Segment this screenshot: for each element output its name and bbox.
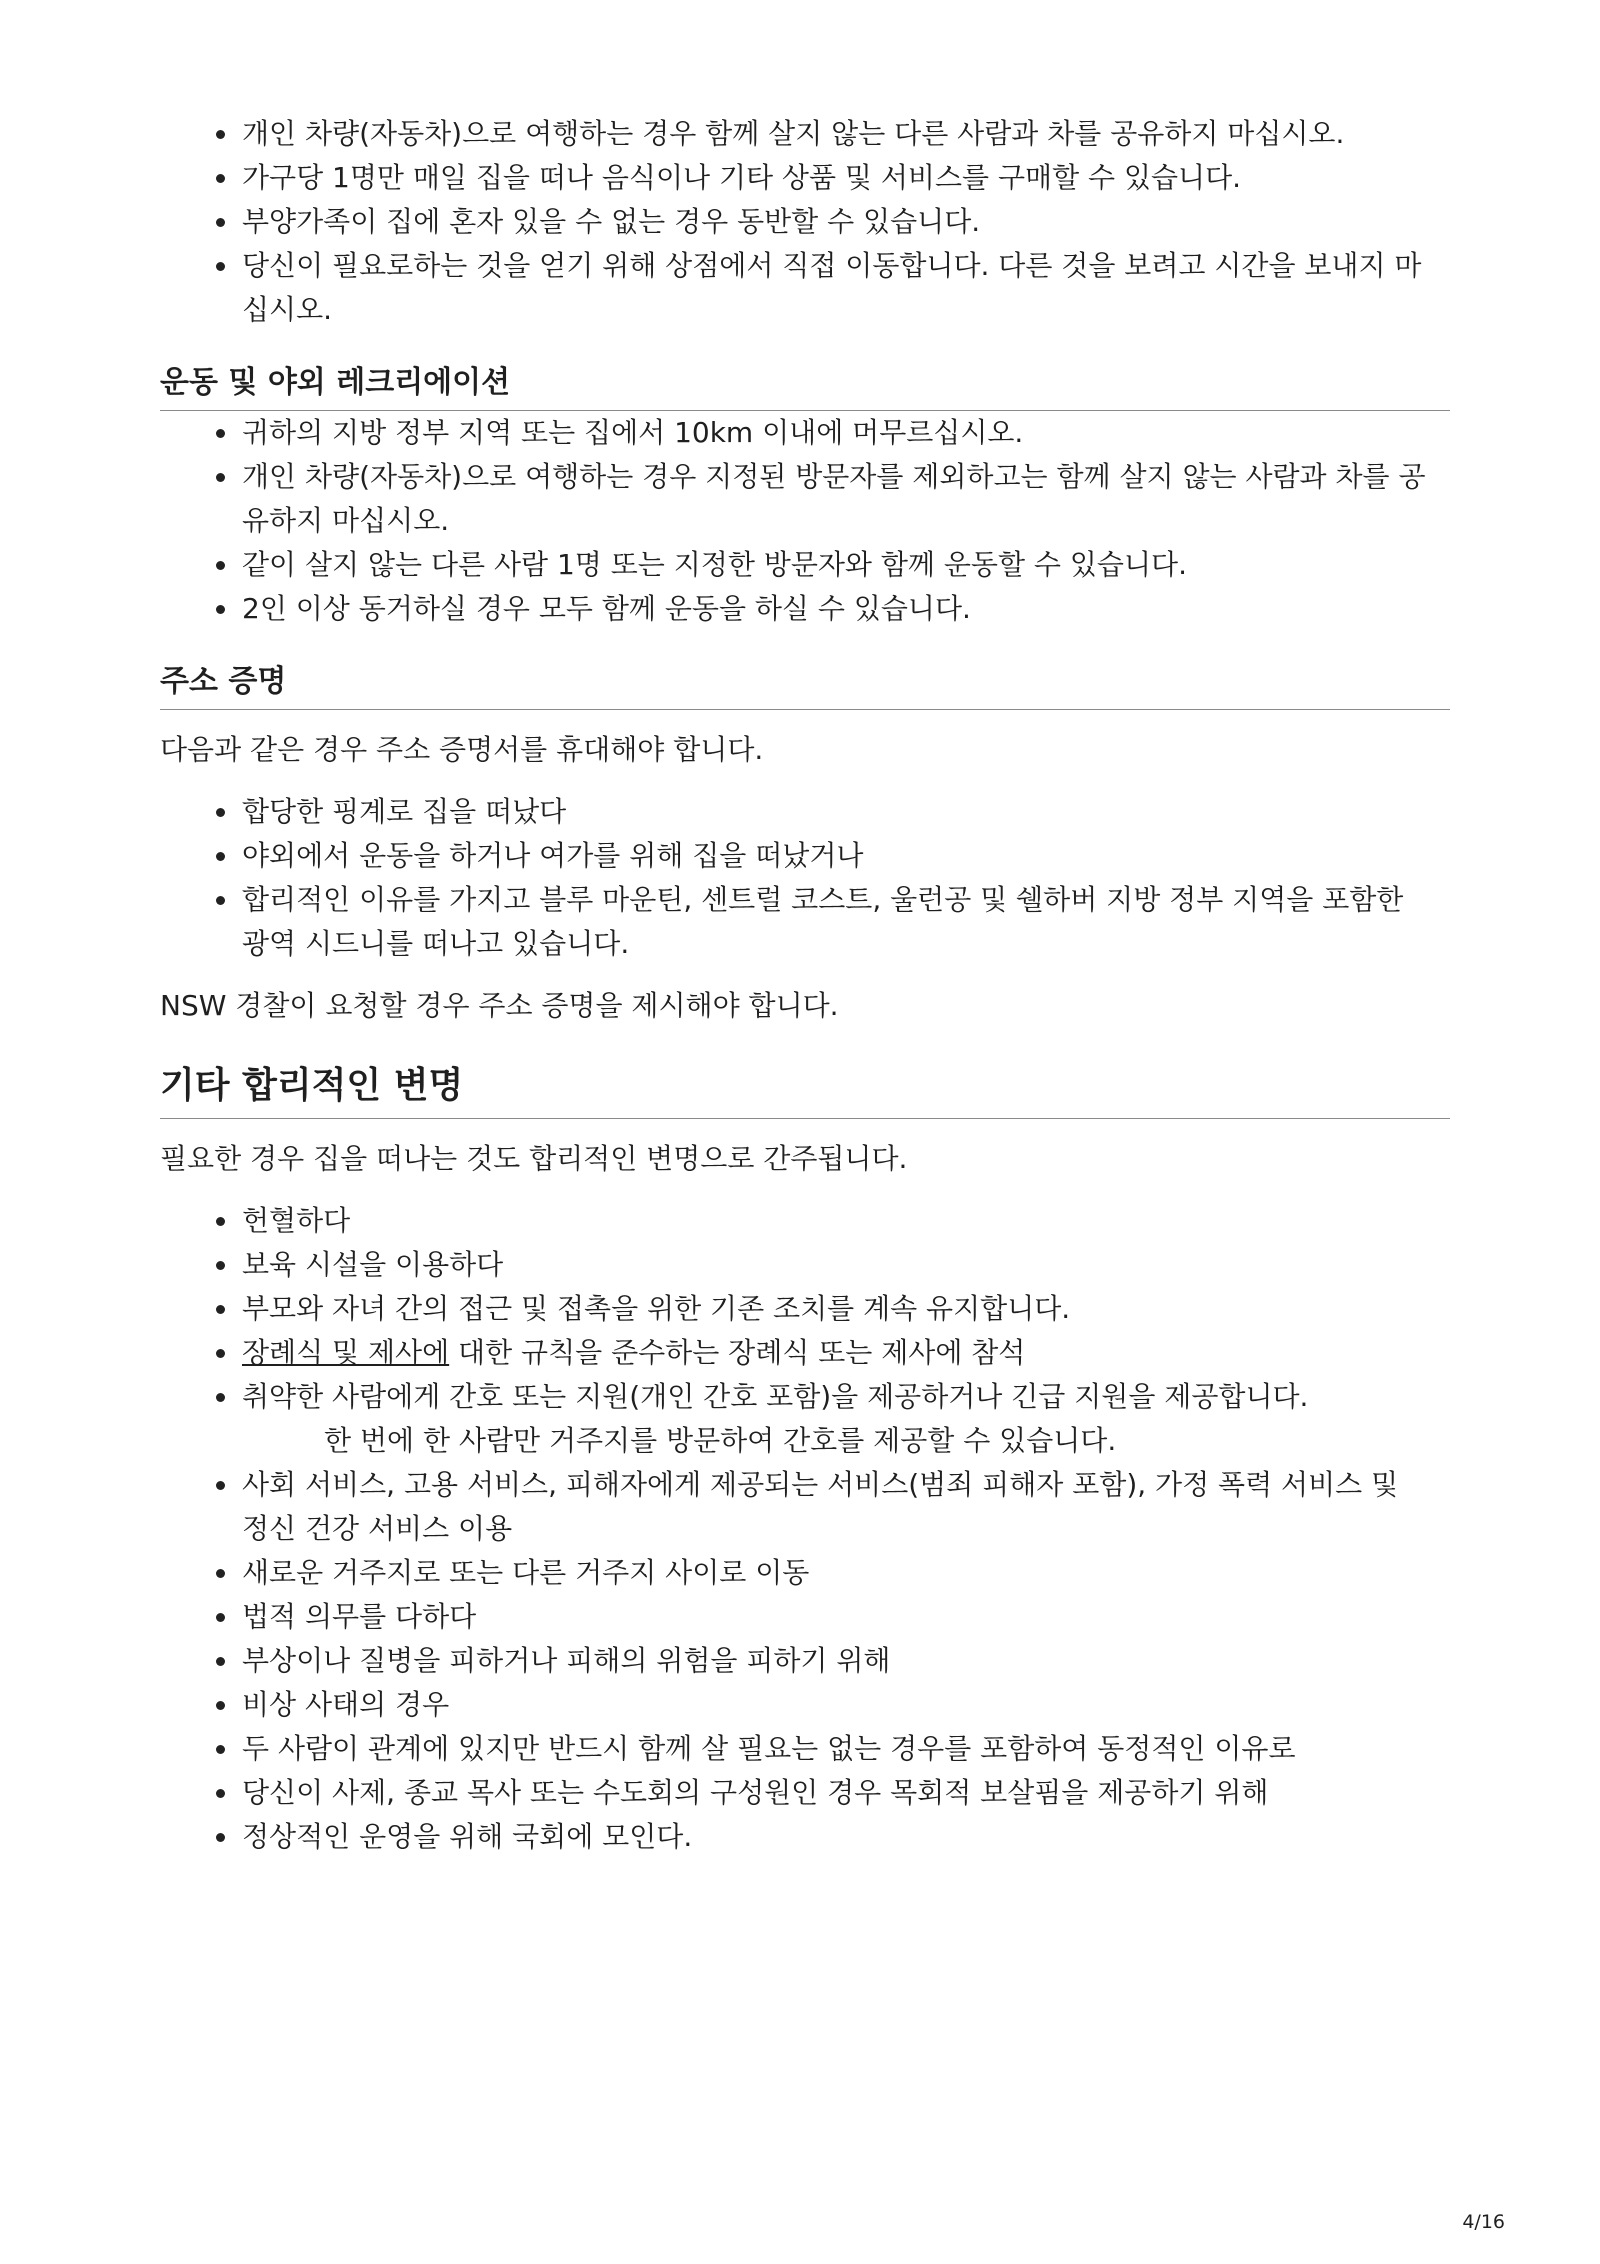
list-item: 비상 사태의 경우	[242, 1683, 1450, 1727]
list-item: 새로운 거주지로 또는 다른 거주지 사이로 이동	[242, 1551, 1450, 1595]
list-item: 두 사람이 관계에 있지만 반드시 함께 살 필요는 없는 경우를 포함하여 동정적인 이유로	[242, 1727, 1450, 1771]
list-item: 당신이 필요로하는 것을 얻기 위해 상점에서 직접 이동합니다. 다른 것을 보려고 시간을 보내지 마십시오.	[242, 244, 1450, 332]
list-item: 부모와 자녀 간의 접근 및 접촉을 위한 기존 조치를 계속 유지합니다.	[242, 1287, 1450, 1331]
funeral-rules-link[interactable]: 장례식 및 제사에	[242, 1336, 450, 1369]
list-item: 사회 서비스, 고용 서비스, 피해자에게 제공되는 서비스(범죄 피해자 포함), 가정 폭력 서비스 및 정신 건강 서비스 이용	[242, 1463, 1450, 1551]
other-excuses-heading: 기타 합리적인 변명	[160, 1062, 1450, 1119]
list-item: 부상이나 질병을 피하거나 피해의 위험을 피하기 위해	[242, 1639, 1450, 1683]
list-item: 헌혈하다	[242, 1199, 1450, 1243]
list-item: 당신이 사제, 종교 목사 또는 수도회의 구성원인 경우 목회적 보살핌을 제공하기 위해	[242, 1771, 1450, 1815]
list-item	[242, 1331, 1450, 1375]
list-item: 2인 이상 동거하실 경우 모두 함께 운동을 하실 수 있습니다.	[242, 587, 1450, 631]
top-bullet-list	[160, 112, 1450, 332]
list-item: 보육 시설을 이용하다	[242, 1243, 1450, 1287]
address-proof-heading: 주소 증명	[160, 661, 1450, 710]
other-intro: 필요한 경우 집을 떠나는 것도 합리적인 변명으로 간주됩니다.	[160, 1142, 908, 1175]
address-intro: 다음과 같은 경우 주소 증명서를 휴대해야 합니다.	[160, 733, 764, 766]
list-item-text: 대한 규칙을 준수하는 장례식 또는 제사에 참석	[449, 1336, 1026, 1369]
list-item: 취약한 사람에게 간호 또는 지원(개인 간호 포함)을 제공하거나 긴급 지원을 제공합니다.	[242, 1375, 1450, 1419]
list-item: 귀하의 지방 정부 지역 또는 집에서 10km 이내에 머무르십시오.	[242, 411, 1450, 455]
list-item-subnote: 한 번에 한 사람만 거주지를 방문하여 간호를 제공할 수 있습니다.	[324, 1424, 1117, 1457]
list-item: 가구당 1명만 매일 집을 떠나 음식이나 기타 상품 및 서비스를 구매할 수 있습니다.	[242, 156, 1450, 200]
list-item: 합당한 핑계로 집을 떠났다	[242, 790, 1450, 834]
list-item: 부양가족이 집에 혼자 있을 수 없는 경우 동반할 수 있습니다.	[242, 200, 1450, 244]
address-list	[160, 790, 1450, 966]
other-excuses-list	[160, 1199, 1450, 1859]
address-outro: NSW 경찰이 요청할 경우 주소 증명을 제시해야 합니다.	[160, 989, 839, 1022]
list-item: 개인 차량(자동차)으로 여행하는 경우 함께 살지 않는 다른 사람과 차를 공유하지 마십시오.	[242, 112, 1450, 156]
document-page	[160, 112, 1450, 1859]
list-item: 법적 의무를 다하다	[242, 1595, 1450, 1639]
exercise-list	[160, 411, 1450, 631]
page-number: 4/16	[1462, 2211, 1505, 2233]
list-item: 정상적인 운영을 위해 국회에 모인다.	[242, 1815, 1450, 1859]
exercise-heading: 운동 및 야외 레크리에이션	[160, 362, 1450, 411]
list-item: 개인 차량(자동차)으로 여행하는 경우 지정된 방문자를 제외하고는 함께 살지 않는 사람과 차를 공유하지 마십시오.	[242, 455, 1450, 543]
list-item: 같이 살지 않는 다른 사람 1명 또는 지정한 방문자와 함께 운동할 수 있습니다.	[242, 543, 1450, 587]
list-item: 합리적인 이유를 가지고 블루 마운틴, 센트럴 코스트, 울런공 및 쉘하버 지방 정부 지역을 포함한 광역 시드니를 떠나고 있습니다.	[242, 878, 1450, 966]
list-item: 야외에서 운동을 하거나 여가를 위해 집을 떠났거나	[242, 834, 1450, 878]
